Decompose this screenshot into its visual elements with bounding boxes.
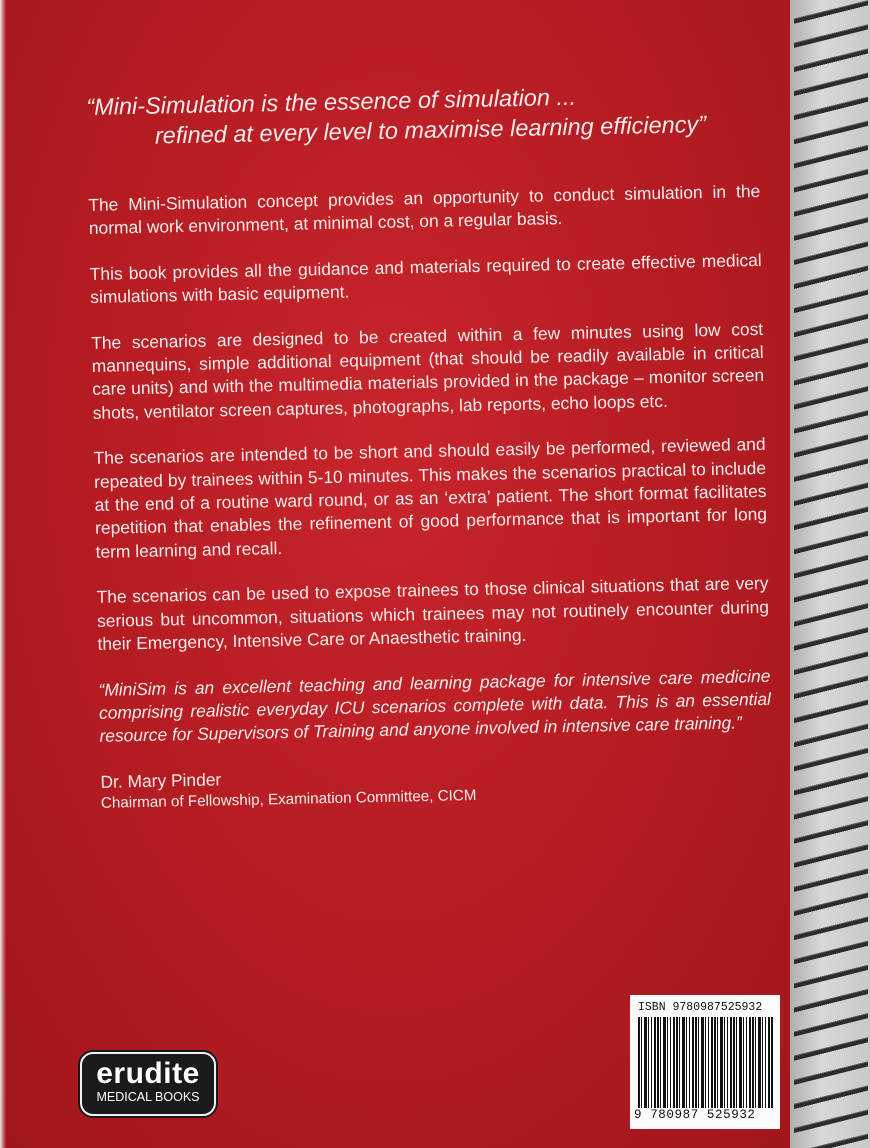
publisher-logo	[80, 1052, 216, 1116]
barcode-bars	[638, 1017, 774, 1109]
paragraph-clinical-situations: The scenarios can be used to expose trainees to those clinical situations that are very serious but uncommon, situations which trainees may not routinely encounter during their Emergency, Intensive Care or Anaesthetic training.	[96, 573, 770, 654]
headline-quote-line-1: “Mini-Simulation is the essence of simulation ...	[86, 83, 577, 120]
spiral-binding	[790, 0, 870, 1148]
headline-quote-line-2: refined at every level to maximise learning efficiency”	[154, 111, 707, 149]
paragraph-scenario-length: The scenarios are intended to be short and should easily be performed, reviewed and repeated by trainees within 5-10 minutes. This makes the scenarios practical to include at the end of a routine ward round, or as an ‘extra’ patient. The short format facilitates repetition that enables the refinement of good performance that is important for long term learning and recall.	[93, 434, 768, 562]
endorser-name: Dr. Mary Pinder	[100, 769, 222, 792]
cover-text-block	[86, 78, 773, 814]
endorsement-quote: “MiniSim is an excellent teaching and learning package for intensive care medicine comprising realistic everyday ICU scenarios complete with data. This is an essential resource for Supervisors of Training and anyone involved in intensive care training.”	[98, 665, 772, 747]
barcode-digits: 9 780987 525932	[634, 1108, 776, 1122]
publisher-logo-subtitle: MEDICAL BOOKS	[96, 1090, 200, 1104]
isbn-barcode	[630, 995, 780, 1129]
endorser-title: Chairman of Fellowship, Examination Committee, CICM	[100, 786, 477, 812]
paragraph-guidance: This book provides all the guidance and materials required to create effective medical simulations with basic equipment.	[89, 249, 762, 308]
paragraph-concept: The Mini-Simulation concept provides an opportunity to conduct simulation in the normal work environment, at minimal cost, on a regular basis.	[88, 180, 761, 239]
isbn-label: ISBN 9780987525932	[638, 1001, 763, 1014]
paragraph-scenario-design: The scenarios are designed to be created within a few minutes using low cost mannequins, simple additional equipment (that should be readily available in critical care units) and with the multimedia materials provided in the package – monitor screen shots, ventilator screen captures, photographs, lab reports, echo loops etc.	[91, 318, 765, 423]
publisher-logo-brand: erudite	[96, 1057, 200, 1090]
headline-quote	[86, 78, 759, 152]
